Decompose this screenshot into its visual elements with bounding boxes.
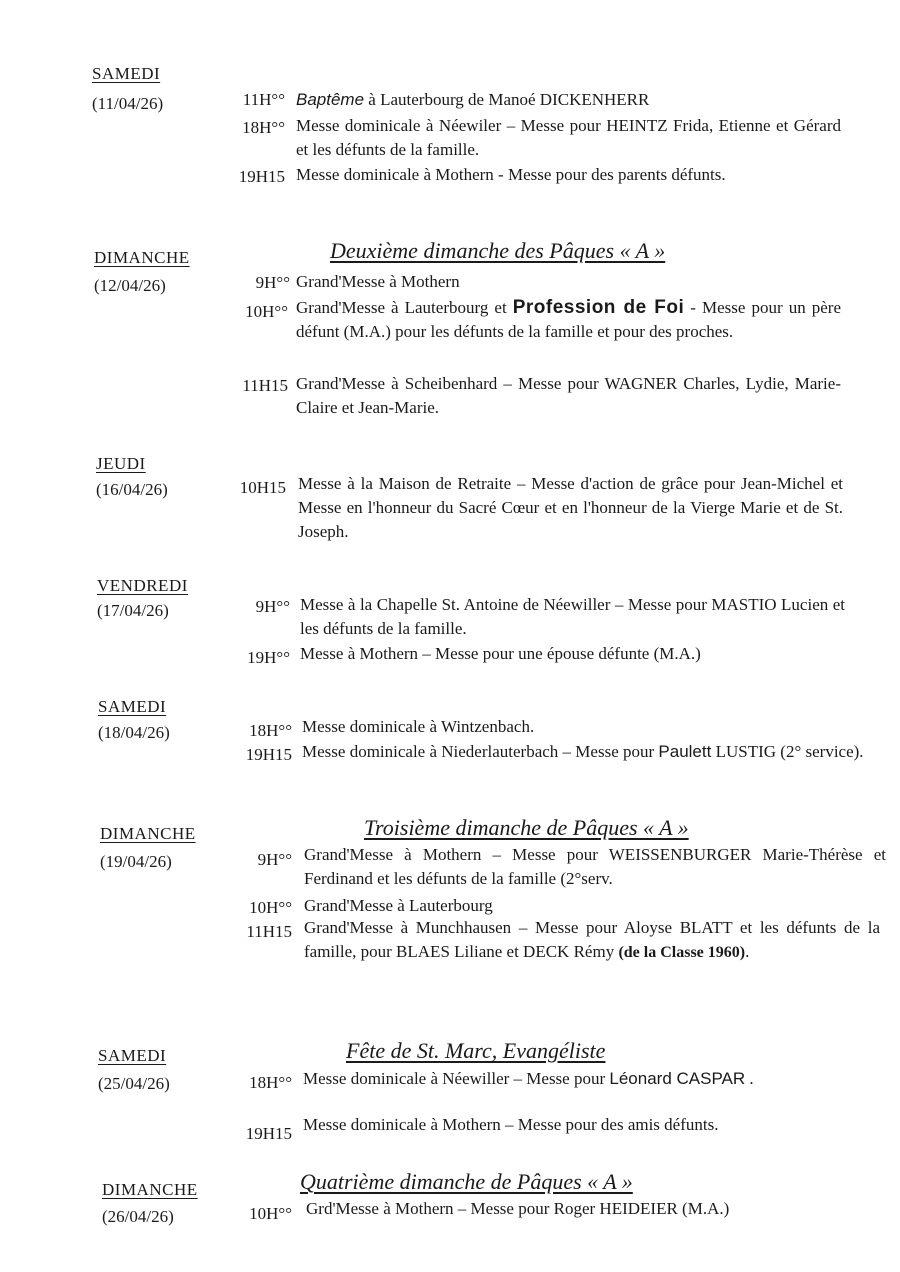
service-text: Messe à Mothern – Messe pour une épouse défunte (M.A.) xyxy=(300,644,701,663)
service-text: Messe dominicale à Mothern – Messe pour des amis défunts. xyxy=(303,1115,719,1134)
service-text: Baptême à Lauterbourg de Manoé DICKENHERR xyxy=(296,90,650,109)
service-text: Grand'Messe à Scheibenhard – Messe pour WAGNER Charles, Lydie, Marie-Claire et Jean-Marie. xyxy=(296,374,841,417)
day-label: SAMEDI xyxy=(98,1046,167,1065)
service-time: 10H15 xyxy=(239,478,286,497)
service-text: Grand'Messe à Munchhausen – Messe pour Aloyse BLATT et les défunts de la famille, pour BLAES Liliane et DECK Rémy (de la Classe 1960). xyxy=(304,918,880,961)
date-label: (26/04/26) xyxy=(102,1207,174,1226)
service-time: 9H°° xyxy=(255,273,290,292)
date-label: (17/04/26) xyxy=(97,601,169,620)
service-text: Messe dominicale à Niederlauterbach – Messe pour Paulett LUSTIG (2° service). xyxy=(302,742,864,761)
date-label: (12/04/26) xyxy=(94,276,166,295)
liturgical-title: Fête de St. Marc, Evangéliste xyxy=(346,1038,606,1063)
service-time: 11H15 xyxy=(246,922,292,941)
service-time: 18H°° xyxy=(242,118,285,137)
day-label: SAMEDI xyxy=(92,64,161,83)
service-text: Grd'Messe à Mothern – Messe pour Roger HEIDEIER (M.A.) xyxy=(306,1199,730,1218)
liturgical-title: Deuxième dimanche des Pâques « A » xyxy=(330,238,666,263)
service-time: 9H°° xyxy=(257,850,292,869)
service-time: 10H°° xyxy=(249,898,292,917)
service-text: Grand'Messe à Mothern – Messe pour WEISSENBURGER Marie-Thérèse et Ferdinand et les défunts de la famille (2°serv. xyxy=(304,845,886,888)
day-label: DIMANCHE xyxy=(102,1180,198,1199)
service-text: Messe dominicale à Mothern - Messe pour des parents défunts. xyxy=(296,165,726,184)
day-label: DIMANCHE xyxy=(100,824,196,843)
liturgical-title: Troisième dimanche de Pâques « A » xyxy=(364,815,689,840)
service-time: 19H15 xyxy=(238,167,285,186)
service-time: 11H15 xyxy=(242,376,288,395)
service-text: Messe dominicale à Néewiler – Messe pour HEINTZ Frida, Etienne et Gérard et les défunts de la famille. xyxy=(296,116,841,159)
date-label: (18/04/26) xyxy=(98,723,170,742)
service-time: 19H°° xyxy=(247,648,290,667)
service-time: 18H°° xyxy=(249,1073,292,1092)
liturgical-title: Quatrième dimanche de Pâques « A » xyxy=(300,1169,633,1194)
service-text: Messe à la Maison de Retraite – Messe d'action de grâce pour Jean-Michel et Messe en l'honneur du Sacré Cœur et en l'honneur de la Vierge Marie et de St. Joseph. xyxy=(298,474,843,541)
date-label: (16/04/26) xyxy=(96,480,168,499)
service-time: 18H°° xyxy=(249,721,292,740)
service-text: Grand'Messe à Mothern xyxy=(296,272,460,291)
day-label: JEUDI xyxy=(96,454,146,473)
day-label: SAMEDI xyxy=(98,697,167,716)
service-time: 9H°° xyxy=(255,597,290,616)
service-text: Messe dominicale à Wintzenbach. xyxy=(302,717,535,736)
service-time: 19H15 xyxy=(245,745,292,764)
service-text: Messe à la Chapelle St. Antoine de Néewiller – Messe pour MASTIO Lucien et les défunts de la famille. xyxy=(300,595,845,638)
service-text: Grand'Messe à Lauterbourg et Profession de Foi - Messe pour un père défunt (M.A.) pour les défunts de la famille et pour des proches. xyxy=(296,297,841,341)
service-time: 10H°° xyxy=(245,302,288,321)
service-time: 10H°° xyxy=(249,1204,292,1223)
service-text: Messe dominicale à Néewiller – Messe pour Léonard CASPAR . xyxy=(303,1069,754,1088)
date-label: (25/04/26) xyxy=(98,1074,170,1093)
service-time: 19H15 xyxy=(245,1124,292,1143)
day-label: VENDREDI xyxy=(97,576,188,595)
date-label: (11/04/26) xyxy=(92,94,164,113)
date-label: (19/04/26) xyxy=(100,852,172,871)
service-time: 11H°° xyxy=(242,90,285,109)
service-text: Grand'Messe à Lauterbourg xyxy=(304,896,493,915)
day-label: DIMANCHE xyxy=(94,248,190,267)
